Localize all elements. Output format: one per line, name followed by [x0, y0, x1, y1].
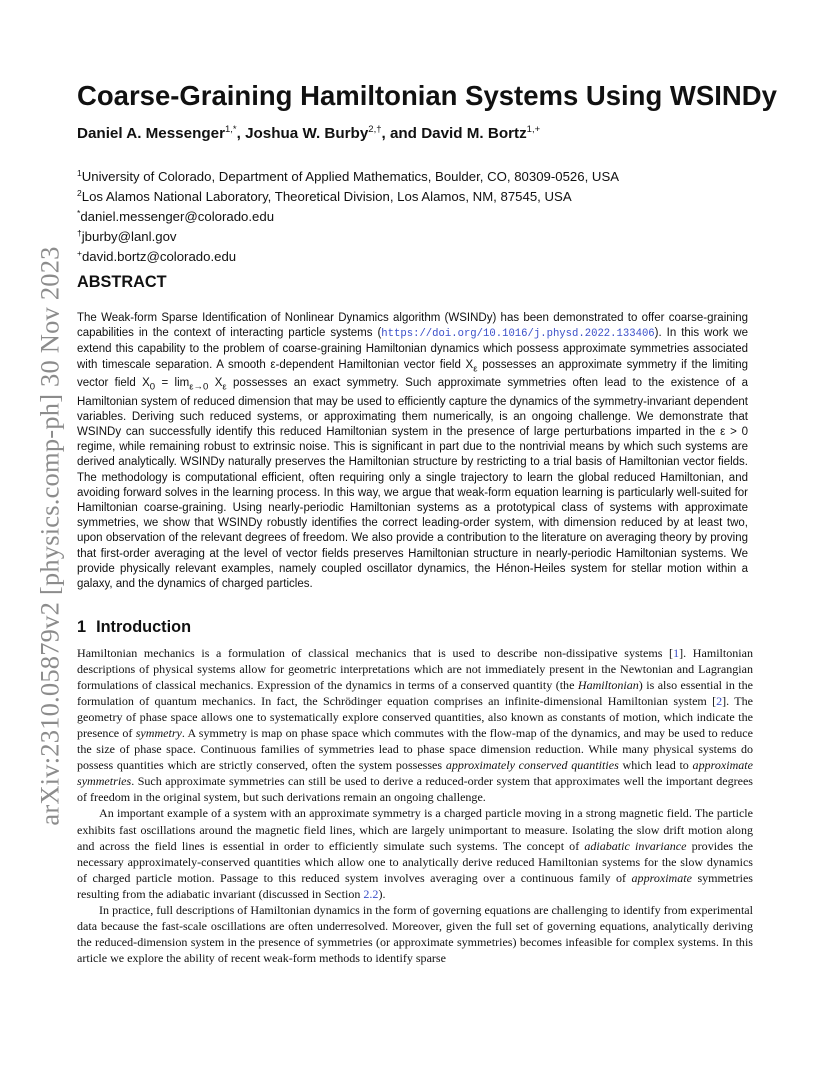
paragraph-text: Hamiltonian mechanics is a formulation of classical mechanics that is used to describe non-dissipative systems [ — [77, 646, 674, 660]
paragraph-text: symmetries resulting from the adiabatic invariant (discussed in Section — [77, 870, 753, 901]
math-subscript: ε — [222, 381, 227, 393]
math-subscript: 0 — [149, 381, 156, 393]
author-name: Daniel A. Messenger — [77, 125, 225, 142]
affiliation-item — [77, 205, 619, 225]
paragraph — [77, 645, 753, 805]
author-affiliation-mark: 2,† — [368, 124, 382, 135]
author-separator: , — [236, 125, 246, 142]
affiliation-item — [77, 185, 619, 205]
paragraph-text: . Such approximate symmetries can still be used to derive a reduced-order system that approximates well the important degrees of freedom in the original system, but such derivations remain an ongoing challenge. — [77, 774, 753, 805]
affiliation-text: Los Alamos National Laboratory, Theoretical Division, Los Alamos, NM, 87545, USA — [81, 189, 572, 204]
emphasis-text: approximate — [631, 870, 692, 885]
author-affiliation-mark: 1,+ — [526, 124, 541, 135]
abstract-text: The Weak-form Sparse Identification of Nonlinear Dynamics algorithm (WSINDy) has been demonstrated to offer coarse-graining capabilities in the context of interacting particle systems ( — [77, 312, 748, 340]
section-number: 1 — [77, 618, 87, 636]
math-subscript: ε — [473, 362, 478, 374]
author-name: David M. Bortz — [421, 125, 527, 142]
section-title: Introduction — [96, 618, 192, 636]
paragraph-text: ) is also essential in the formulation of quantum mechanics. In fact, the Schrödinger equation comprises an infinite-dimensional Hamiltonian system [ — [77, 678, 753, 709]
emphasis-text: symmetry — [135, 726, 182, 741]
citation-link[interactable]: 2 — [716, 694, 723, 709]
paragraph — [77, 805, 753, 901]
paragraph-text: which lead to — [618, 758, 693, 773]
abstract-text: possesses an exact symmetry. Such approximate symmetries often lead to the existence of a Hamiltonian system of reduced dimension that may be used to efficiently capture the dynamics of the symmetry-invariant dependent variables. Deriving such reduced systems, or approximating them numerically, is an ongoing challenge. We demonstrate that WSINDy can successfully identify this reduced Hamiltonian system in the presence of large perturbations imparted in the ε > 0 regime, while remaining robust to extrinsic noise. This is significant in part due to the nontrivial means by which such systems are derived analytically. WSINDy naturally preserves the Hamiltonian structure by restricting to a trial basis of Hamiltonian vector fields. The methodology is computational efficient, often requiring only a single trajectory to learn the global reduced Hamiltonian, and avoiding forward solves in the learning process. In this way, we argue that weak-form equation learning is particularly well-suited for Hamiltonian coarse-graining. Using nearly-periodic Hamiltonian systems as a prototypical class of systems with approximate symmetries, we show that WSINDy robustly identifies the correct leading-order system, with dimension reduced by at least two, upon observation of the relevant degrees of freedom. We also provide a contribution to the literature on averaging theory by proving that first-order averaging at the level of vector fields preserves Hamiltonian structure in nearly-periodic Hamiltonian systems. We provide physically relevant examples, namely coupled oscillator dynamics, the Hénon-Heiles system for stellar motion within a galaxy, and the dynamics of charged particles. — [77, 377, 748, 591]
affiliation-item — [77, 245, 619, 265]
affiliation-mark: † — [77, 228, 82, 238]
doi-link[interactable]: https://doi.org/10.1016/j.physd.2022.133406 — [381, 328, 655, 341]
affiliation-email: jburby@lanl.gov — [81, 229, 177, 244]
abstract-text: X — [208, 377, 223, 390]
author-list — [77, 124, 540, 142]
emphasis-text: approximately conserved quantities — [445, 758, 619, 773]
affiliation-email: daniel.messenger@colorado.edu — [80, 209, 275, 224]
affiliation-mark: + — [77, 248, 82, 258]
abstract-text: ). In this work we extend this capability to the problem of coarse-graining Hamiltonian dynamics which possess approximate symmetries associated with timescale separation. A smooth ε-dependent Hamiltonian vector field X — [77, 327, 748, 371]
emphasis-text: Hamiltonian — [577, 678, 639, 693]
author-affiliation-mark: 1,* — [225, 124, 237, 135]
abstract-body — [77, 311, 748, 592]
affiliation-mark: 2 — [77, 188, 82, 198]
abstract-text: possesses an approximate symmetry if the limiting vector field X — [77, 358, 748, 390]
author-name: Joshua W. Burby — [245, 125, 369, 142]
paragraph-text: . A symmetry is map on phase space which commutes with the flow-map of the dynamics, and may be used to reduce the size of phase space. Continuous families of symmetries lead to phase space dimension reduction. While many physical systems do possess quantities which are strictly conserved, often the system possesses — [77, 726, 754, 773]
paragraph-text: ]. The geometry of phase space allows one to systematically explore conserved quantities, also known as constants of motion, which indicate the presence of — [77, 694, 754, 741]
emphasis-text: approximate symmetries — [77, 758, 753, 789]
affiliation-email: david.bortz@colorado.edu — [81, 249, 237, 264]
paragraph-text: ]. Hamiltonian descriptions of physical systems allow for geometric interpretations which are not immediately present in the Newtonian and Lagrangian formulations of classical mechanics. Expression of the dynamics in terms of a conserved quantity (the — [77, 646, 753, 693]
paragraph: In practice, full descriptions of Hamiltonian dynamics in the form of governing equations are challenging to identify from experimental data because the fast-scale oscillations are often underresolved. Moreover, given the full set of governing equations, analytically deriving the reduced-dimension system in the presence of symmetries (or approximate symmetries) becomes infeasible for complex systems. In this article we explore the ability of recent weak-form methods to identify sparse — [77, 902, 753, 965]
affiliation-item — [77, 165, 619, 185]
paragraph-text: ). — [378, 886, 386, 901]
paragraph-text: provides the necessary approximately-conserved quantities which allow one to analytically derive reduced Hamiltonian systems for the slow dynamics of charged particle motion. Passage to this reduced system involves averaging over a continuous family of — [77, 838, 753, 885]
affiliation-mark: * — [77, 208, 81, 218]
abstract-heading: ABSTRACT — [77, 273, 167, 291]
abstract-text: = lim — [155, 377, 190, 390]
emphasis-text: adiabatic invariance — [584, 838, 687, 853]
author-separator: , and — [381, 125, 422, 142]
math-subscript: ε→0 — [189, 381, 209, 393]
section-heading — [77, 618, 191, 637]
citation-link[interactable]: 1 — [673, 646, 680, 660]
arxiv-identifier-stamp: arXiv:2310.05879v2 [physics.comp-ph] 30 Nov 2023 — [34, 246, 65, 826]
paper-title: Coarse-Graining Hamiltonian Systems Using WSINDy — [77, 80, 777, 111]
affiliation-list — [77, 165, 619, 265]
paragraph-text: An important example of a system with an approximate symmetry is a charged particle moving in a strong magnetic field. The particle exhibits fast oscillations around the magnetic field lines, which are largely unimportant to measure. Isolating the slow drift motion along and across the field lines is essential in order to efficiently simulate such systems. The concept of — [77, 806, 753, 853]
section-reference-link[interactable]: 2.2 — [363, 886, 379, 901]
introduction-body — [77, 645, 753, 966]
affiliation-item — [77, 225, 619, 245]
affiliation-text: University of Colorado, Department of Applied Mathematics, Boulder, CO, 80309-0526, USA — [81, 169, 620, 184]
affiliation-mark: 1 — [77, 168, 82, 178]
